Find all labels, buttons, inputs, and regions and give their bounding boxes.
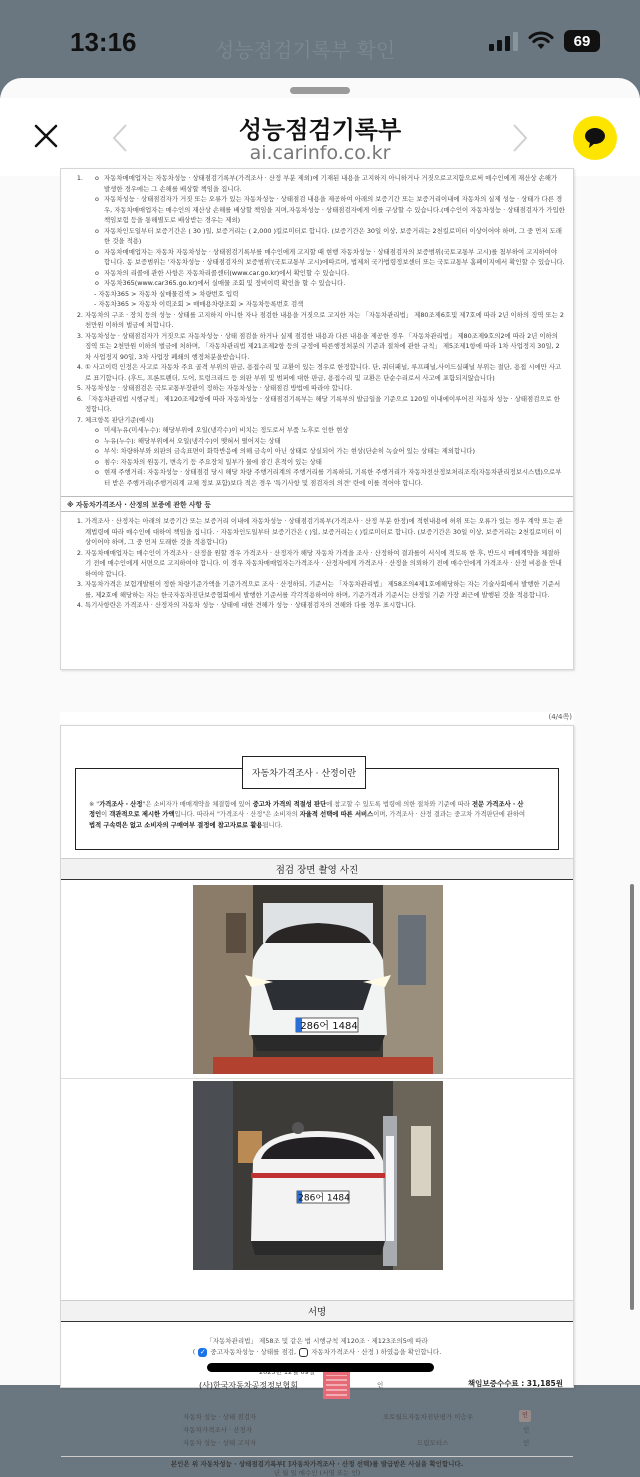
notice-bullet: o 자동차의 리콜에 관한 사항은 자동차리콜센터(www.car.go.kr)에서 확인할 수 있습니다. — [95, 268, 565, 279]
battery-icon: 69 — [564, 30, 600, 52]
notice-item-2: 2. 자동차의 구조 · 장치 등의 성능 · 상태를 고지하지 아니한 자나 점검한 내용을 거짓으로 고지한 자는 「자동차관리법」 제80조제6호및 제7호에 따라 2년 이하의 징역 또는 2천만원 이하의 벌금에 처합니다. — [85, 310, 565, 331]
criteria-bullet: o 누유(누수): 해당부위에서 오일(냉각수)이 맺혀서 떨어지는 상태 — [95, 436, 565, 447]
inspector-name: 오토월드자동차진단평가 이승우 — [383, 1412, 473, 1421]
svg-text:286어 1484: 286어 1484 — [298, 1193, 350, 1204]
status-bar — [0, 0, 640, 80]
law-reference-line: 「자동차관리법」 제58조 및 같은 법 시행규칙 제120조 · 제123조의5에 따라 — [206, 1337, 428, 1345]
notice-bullet: o 1. 자동차매매업자는 자동차성능 · 상태점검기록부(가격조사 · 산정 부분 제외)에 기재된 내용을 고지하지 아니하거나 거짓으로고지함으로써 매수인에게 재산상 손해가 발생한 경우에는 그 손해를 배상할 책임을 집니다. — [95, 173, 565, 194]
buyer-confirmation-text: 본인은 위 자동차성능 · 상태점검기록부[ ]자동차가격조사 · 산정 선택)를 발급받은 사실을 확인합니다. — [170, 1459, 464, 1468]
criteria-bullet: o 침수: 자동차의 원동기, 변속기 등 주요장치 일부가 물에 잠긴 흔적이 있는 상태 — [95, 457, 565, 468]
assessor-seal-label: 인 — [523, 1425, 530, 1434]
notice-item-3: 3. 자동차성능 · 상태점검자가 거짓으로 자동차성능 · 상태 점검을 하거나 실제 점검한 내용과 다른 내용을 제공한 경우 「자동차관리법」 제80조제9호의2에 따라 2년 이하의 징역 또는 2천만원 이하의 벌금에 처하며, 「자동차관리법 제21조제2항 등의 규정에 따른행정처분의 기준과 절차에 관한 규칙」 제5조제1항에 따라 1차 사업정지 30일, 2차 사업정지 90일, 3차 사업장 폐쇄의 행정처분을받습니다. — [85, 331, 565, 363]
notice-item-1 — [85, 173, 565, 310]
checkbox-price-assessment[interactable] — [299, 1348, 308, 1357]
price-guarantee-item: 2. 자동차매매업자는 매수인이 가격조사 · 산정을 원할 경우 가격조사 · 산정자가 해당 자동차 가격을 조사 · 산정하여 결과를이 서식에 적도록 한 후, 반드시 매매계약을 체결하기 전에 매수인에게 서면으로 고지하여야 합니다. 이 경우 자동차매매업자는가격조사 · 산정자에게 가격조사 · 산정을 의뢰하기 전에 매수인에게 가격조사 · 산정 비용을 안내하여야 합니다. — [85, 548, 565, 580]
home-indicator[interactable] — [207, 1363, 434, 1372]
inspection-photo-front[interactable] — [193, 885, 443, 1074]
price-guarantee-item: 4. 특기사항란은 가격조사 · 산정자의 자동차 성능 · 상태에 대한 견해가 성능 · 상태점검자의 견해와 다를 경우 표시합니다. — [85, 600, 565, 611]
car-rear-image — [193, 1081, 443, 1270]
section-heading-price-guarantee: ※ 자동차가격조사 · 산정의 보증에 관한 사항 등 — [61, 496, 573, 512]
notice-item-6: 6. 「자동차관리법 시행규칙」 제120조제2항에 따라 자동차성능 · 상태점검기록부는 해당 기록부의 발급일을 기준으로 120일 이내에이루어진 자동차 성능 · 상태점검으로 한정합니다. — [85, 394, 565, 415]
page-number: (4/4쪽) — [60, 712, 574, 724]
svg-text:286어 1484: 286어 1484 — [300, 1021, 358, 1032]
document-page-4 — [60, 725, 574, 1477]
in-app-browser-sheet — [0, 78, 640, 1477]
chat-bubble-icon — [583, 127, 607, 149]
price-guarantee-item: 1. 가격조사 · 산정자는 아래의 보증기간 또는 보증거리 이내에 자동차성능 · 상태점검기록부(가격조사 · 산정 부분 한정)에 적힌내용에 허위 또는 오류가 있는 경우 계약 또는 관계법령에 따라 매수인에 대하여 책임을 집니다. · 자동차인도일부터 보증기간은 ( )일, 보증거리는 ( )킬로미터로 합니다. (보증기간은 30일 이상, 보증거리는 2천킬로미터 이상이어야 하며, 그 중 먼저 도래한 것을 적용합니다) — [85, 516, 565, 548]
signature-section-header: 서명 — [61, 1300, 573, 1322]
notice-item-5: 5. 자동차성능 · 상태점검은 국토교통부장관이 정하는 자동차성능 · 상태점검 방법에 따라야 합니다. — [85, 383, 565, 394]
inspector-seal-icon: 인 — [519, 1410, 531, 1422]
inspection-photo-rear[interactable] — [193, 1081, 443, 1270]
notice-bullet: o 자동차인도일부터 보증기간은 ( 30 )일, 보증거리는 ( 2,000 )킬로미터로 합니다. (보증기간은 30일 이상, 보증거리는 2천킬로미터 이상이어야 하며, 그 중 먼저 도래한 것을 적용) — [95, 226, 565, 247]
role-inspector: 자동차 성능 · 상태 점검자 — [183, 1412, 257, 1421]
sheet-grabber-handle[interactable] — [290, 87, 350, 94]
role-price-assessor: 자동차가격조사 · 산정자 — [183, 1425, 252, 1434]
notice-bullet: o 자동차365(www.car365.go.kr)에서 실매물 조회 및 정비이력 확인을 할 수 있습니다. — [95, 278, 565, 289]
notifier-seal-label: 인 — [523, 1438, 530, 1447]
page-url: ai.carinfo.co.kr — [249, 142, 391, 164]
background-page-title: 성능점검기록부 확인 — [215, 38, 396, 62]
kakaotalk-share-button[interactable] — [573, 116, 617, 160]
criteria-bullet: o 현재 주행거리: 자동차성능 · 상태점검 당시 해당 차량 주행거리계의 주행거리를 기록하되, 기록한 주행거리가 자동차전산정보처리조직(자동차관리정보시스템)으로부터 받은 주행거리(주행거리계 교체 정보 포함)보다 적은 경우 '특기사항 및 점검자의 의견' 란에 이를 적어야 합니다. — [95, 467, 565, 488]
guarantee-fee: 책임보증수수료 : 31,185원 — [467, 1378, 563, 1388]
document-viewer[interactable] — [0, 174, 640, 1477]
price-assessment-title: 자동차가격조사 · 산정이란 — [242, 756, 366, 789]
price-guarantee-list — [69, 516, 565, 611]
signature-section — [61, 1331, 573, 1477]
criteria-bullet: o 부식: 차량하부와 외판의 금속표면이 화학반응에 의해 금속이 아닌 상태로 상실되어 가는 현상(단순히 녹슬어 있는 상태는 제외합니다) — [95, 446, 565, 457]
car-front-image — [193, 885, 443, 1074]
criteria-bullet: o 미세누유(미세누수): 해당부위에 오일(냉각수)이 비치는 정도로서 부품 노후로 인한 현상 — [95, 425, 565, 436]
price-guarantee-item: 3. 자동차가격은 보험개발원이 정한 차량기준가액을 기준가격으로 조사 · 산정하되, 기준서는 「자동차관리법」 제58조의4제1호에해당하는 자는 기술사회에서 발행한 기준서를, 제2호에 해당하는 자는 한국자동차진단보증협회에서 발행한 기준서를 각각적용하여야 하며, 기준가격과 기준서는 산정일 기준 가장 최근에 발행된 것을 적용합니다. — [85, 579, 565, 600]
paren-open: ( — [192, 1348, 196, 1356]
issuing-organization: (사)한국자동차공정정보협회 — [199, 1380, 298, 1390]
page-title: 성능점검기록부 — [238, 116, 402, 144]
wifi-icon — [528, 31, 554, 51]
notice-subline: - 자동차365 > 자동차 실매물검색 > 차량번호 입력 — [94, 289, 239, 298]
notice-item-7-title: 체크항목 판단기준(예시) — [85, 415, 154, 424]
buyer-signature-line: 년 월 일 매수인 (서명 또는 인) — [273, 1468, 361, 1477]
organization-seal-icon — [323, 1372, 350, 1399]
checkbox-label-inspection: 중고자동차성능 · 상태를 점검, — [210, 1348, 297, 1356]
browser-nav-bar — [0, 98, 640, 176]
notice-item-7 — [85, 415, 565, 489]
photo-divider — [61, 1078, 573, 1079]
checkbox-used-car-inspection[interactable]: ✓ — [199, 1347, 206, 1356]
notice-list — [69, 173, 565, 488]
seal-label: 인 — [377, 1380, 384, 1389]
notice-bullet: o 자동차매매업자는 자동차 자동차성능 · 상태점검기록부를 매수인에게 고지할 때 현행 자동차성능 · 상태점검자의 보증범위(국토교통부 고시)를 첨부하여 고지하여야 합니다. 동 보증범위는 '자동차성능 · 상태점검자의 보증범위'(국토교통부 고시)에따르며, 법제처 국가법령정보센터 또는 국토교통부 홈페이지에서 확인할 수 있습니다. — [95, 247, 565, 268]
notice-subline: - 자동차365 > 자동차 이력조회 > 매매용차량조회 > 자동차등록번호 검색 — [94, 300, 304, 308]
vertical-scrollbar[interactable] — [630, 884, 634, 1310]
document-page-3 — [60, 168, 574, 670]
price-assessment-description: ※ "가격조사 · 산정"은 소비자가 매매계약을 체결함에 있어 중고차 가격의 적절성 판단에 참고할 수 있도록 법령에 의한 절차와 기준에 따라 전문 가격조사 · 산정인이 객관적으로 제시한 가액입니다. 따라서 "가격조사 · 산정"은 소비자의 자율적 선택에 따른 서비스이며, 가격조사 · 산정 결과는 중고차 가격판단에 관하여 법적 구속력은 없고 소비자의 구매여부 결정에 참고자료로 활용됩니다. — [89, 801, 526, 829]
role-notifier: 자동차 성능 · 상태 고지자 — [183, 1438, 257, 1447]
inspection-confirmation-line — [61, 1347, 573, 1357]
chevron-right-icon — [510, 122, 530, 154]
checkbox-label-price: 자동차가격조사 · 산정 ) 하였음을 확인합니다. — [311, 1348, 442, 1356]
cellular-signal-icon — [489, 31, 518, 51]
forward-button[interactable] — [510, 122, 530, 154]
notice-bullet: o 자동차성능 · 상태점검자가 거짓 또는 오류가 있는 자동차성능 · 상태점검 내용을 제공하여 아래의 보증기간 또는 보증거리이내에 자동차의 실제 성능 · 상태가 다른 경우, 자동차매매업자는 매수인의 재산상 손해를 배상할 책임을 지며,자동차성능 · 상태점검자에게 이를 구상할 수 있습니다.(매수인이 자동차성능 · 상태점검자가 가입한 책임보험 등을 통해별도로 배상받는 경우는 제외) — [95, 194, 565, 226]
photos-section-header: 점검 장면 촬영 사진 — [61, 858, 573, 880]
notice-item-4: 4. ① 사고이력 인정은 사고로 자동차 주요 골격 부위의 판금, 용접수리 및 교환이 있는 경우로 한정합니다. 단, 쿼터패널, 루프패널,사이드실패널 부위는 절단, 용접 시에만 사고로 표기합니다. (후드, 프론트펜더, 도어, 트렁크리드 등 외판 부위 및 범퍼에 대한 판금, 용접수리 및 교환은 단순수리로서 사고에 포함되지않습니다) — [85, 362, 565, 383]
status-time: 13:16 — [70, 27, 137, 57]
notifier-name: 드림모터스 — [417, 1438, 449, 1447]
